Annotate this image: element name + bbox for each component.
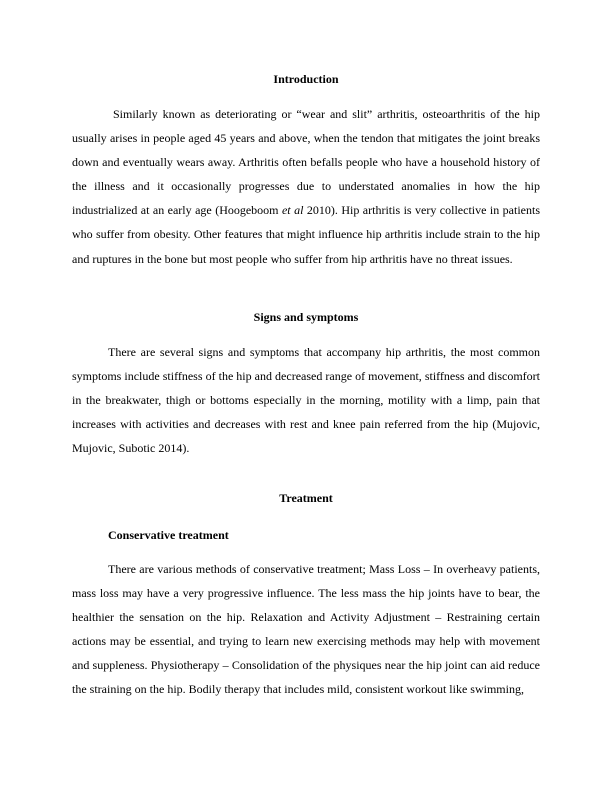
signs-symptoms-heading: Signs and symptoms bbox=[253, 310, 359, 324]
conservative-treatment-paragraph: There are various methods of conservative treatment; Mass Loss – In overheavy patients, mass loss may have a very progressive influence. The less mass the hip joints have to bear, the healthier the sensation on the hip. Relaxation and Activity Adjustment – Restraining certain actions may be essential, and trying to learn new exercising methods may help with movement and suppleness. Physiotherapy – Consolidation of the physiques near the hip joint can aid reduce the straining on the hip. Bodily therapy that includes mild, consistent workout like swimming, bbox=[72, 562, 540, 697]
introduction-heading: Introduction bbox=[273, 72, 339, 86]
signs-symptoms-paragraph: There are several signs and symptoms that accompany hip arthritis, the most common symptoms include stiffness of the hip and decreased range of movement, stiffness and discomfort in the breakwater, thigh or bottoms especially in the morning, motility with a limp, pain that increases with activities and decreases with rest and knee pain referred from the hip (Mujovic, Mujovic, Subotic 2014). bbox=[72, 345, 540, 456]
introduction-paragraph bbox=[72, 102, 540, 271]
treatment-heading: Treatment bbox=[279, 491, 333, 505]
introduction-text-b: 2010). Hip arthritis is very collective in patients who suffer from obesity. Other features that might influence hip arthritis include strain to the hip and ruptures in the bone but most people who suffer from hip arthritis have no threat issues. bbox=[72, 203, 540, 266]
citation-et-al: et al bbox=[281, 203, 304, 218]
conservative-treatment-heading: Conservative treatment bbox=[108, 528, 229, 542]
introduction-text-a: Similarly known as deteriorating or “wear and slit” arthritis, osteoarthritis of the hip usually arises in people aged 45 years and above, when the tendon that mitigates the joint breaks down and eventually wears away. Arthritis often befalls people who have a household history of the illness and it occasionally progresses due to understated anomalies in how the hip industrialized at an early age (Hoogeboom bbox=[72, 107, 540, 218]
